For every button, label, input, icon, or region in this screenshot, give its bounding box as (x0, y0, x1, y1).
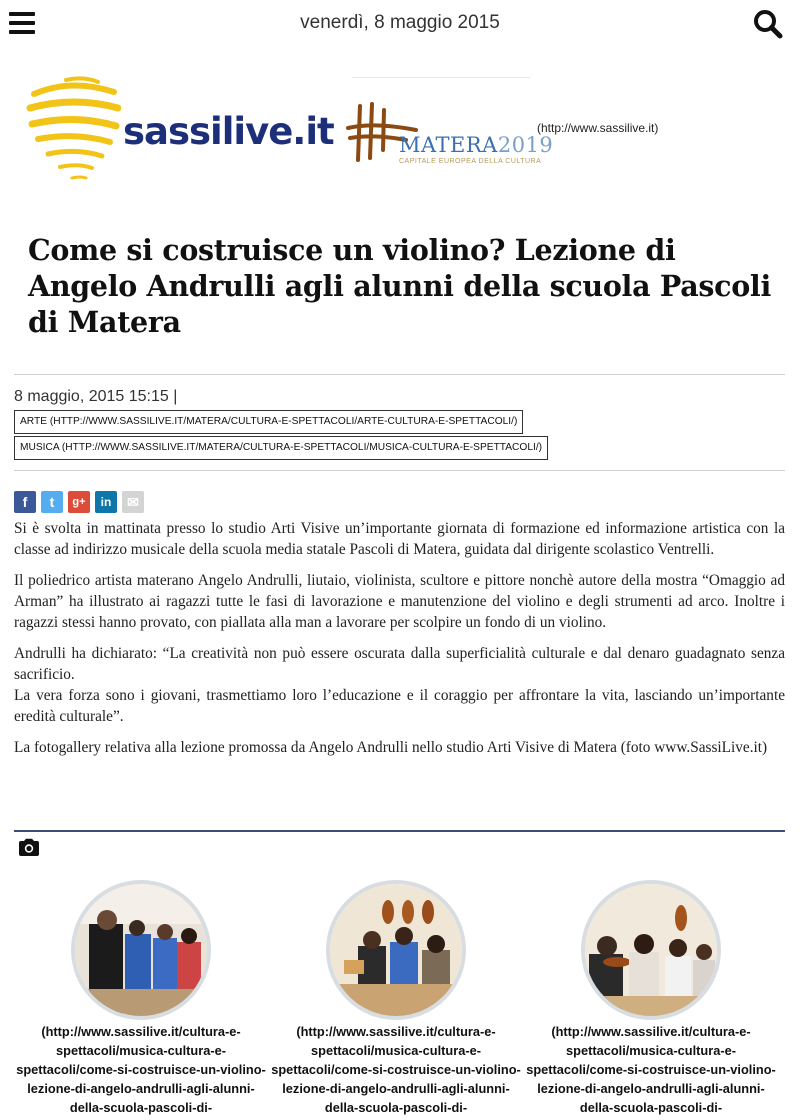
matera-subtitle: CAPITALE EUROPEA DELLA CULTURA (399, 158, 542, 165)
quote-line: Andrulli ha dichiarato: “La creatività non può essere oscurata dalla superficialità culturale e dal denaro guadagnato senza sacrificio. (14, 645, 785, 683)
twitter-icon[interactable]: t (41, 491, 63, 513)
gallery-caption-link[interactable]: (http://www.sassilive.it/cultura-e-spettacoli/musica-cultura-e-spettacoli/come-si-costruisce-un-violino-lezione-di-angelo-andrulli-agli-alunni-della-scuola-pascoli-di- (16, 1024, 266, 1115)
photo-violin-lesson (585, 884, 717, 1016)
paragraph (14, 643, 785, 727)
linkedin-icon[interactable]: in (95, 491, 117, 513)
logo-link-url[interactable]: (http://www.sassilive.it) (537, 121, 659, 135)
sassilive-spiral-logo-icon (26, 74, 121, 182)
article-body (14, 518, 785, 768)
divider (14, 374, 785, 375)
category-link-musica[interactable]: MUSICA (HTTP://WWW.SASSILIVE.IT/MATERA/CULTURA-E-SPETTACOLI/MUSICA-CULTURA-E-SPETTACOLI/) (14, 436, 548, 460)
facebook-icon[interactable]: f (14, 491, 36, 513)
paragraph: Si è svolta in mattinata presso lo studio Arti Visive un’importante giornata di formazione ed informazione artistica con la classe ad indirizzo musicale della scuola media statale Pascoli di Matera, guidata dal dirigente scolastico Ventrelli. (14, 520, 785, 558)
google-plus-icon[interactable]: g+ (68, 491, 90, 513)
matera-2019-label (399, 133, 553, 157)
divider (14, 470, 785, 471)
gallery-thumbnail[interactable] (326, 880, 466, 1020)
quote-line: La vera forza sono i giovani, trasmettiamo loro l’educazione e il coraggio per affrontare la vita, lasciando un’importante eredità culturale”. (14, 687, 785, 725)
site-name-logo: sassilive.it (123, 110, 334, 153)
paragraph: Il poliedrico artista materano Angelo Andrulli, liutaio, violinista, scultore e pittore nonchè autore della mostra “Omaggio ad Arman” ha illustrato ai ragazzi tutte le fasi di lavorazione e manutenzione del violino e degli strumenti ad arco. Inoltre i ragazzi stessi hanno provato, con piallata alla man a lavorare per scolpire un fondo di un violino. (14, 572, 785, 631)
gallery-caption-link[interactable]: (http://www.sassilive.it/cultura-e-spettacoli/musica-cultura-e-spettacoli/come-si-costruisce-un-violino-lezione-di-angelo-andrulli-agli-alunni-della-scuola-pascoli-di- (526, 1024, 776, 1115)
search-icon[interactable] (752, 8, 784, 40)
matera-name: MATERA (399, 133, 498, 157)
top-bar (0, 0, 800, 48)
photo-students-workshop (75, 884, 207, 1016)
article-meta: 8 maggio, 2015 15:15 | (14, 388, 178, 405)
site-logo-banner[interactable] (0, 70, 800, 190)
gallery-caption-link[interactable]: (http://www.sassilive.it/cultura-e-spettacoli/musica-cultura-e-spettacoli/come-si-costruisce-un-violino-lezione-di-angelo-andrulli-agli-alunni-della-scuola-pascoli-di- (271, 1024, 521, 1115)
current-date: venerdì, 8 maggio 2015 (300, 12, 500, 33)
matera-year: 2019 (497, 133, 554, 157)
camera-icon (18, 838, 40, 857)
gallery-thumbnail[interactable] (581, 880, 721, 1020)
gallery-thumbnail[interactable] (71, 880, 211, 1020)
gallery-divider (14, 830, 785, 832)
social-share-bar (14, 491, 144, 513)
photo-violins-wall (330, 884, 462, 1016)
category-link-arte[interactable]: ARTE (HTTP://WWW.SASSILIVE.IT/MATERA/CULTURA-E-SPETTACOLI/ARTE-CULTURA-E-SPETTACOLI/) (14, 410, 523, 434)
logo-divider (352, 77, 530, 78)
email-icon[interactable]: ✉ (122, 491, 144, 513)
article-title: Come si costruisce un violino? Lezione di Angelo Andrulli agli alunni della scuola Pascoli di Matera (28, 233, 771, 339)
paragraph: La fotogallery relativa alla lezione promossa da Angelo Andrulli nello studio Arti Visive di Matera (foto www.SassiLive.it) (14, 739, 768, 756)
